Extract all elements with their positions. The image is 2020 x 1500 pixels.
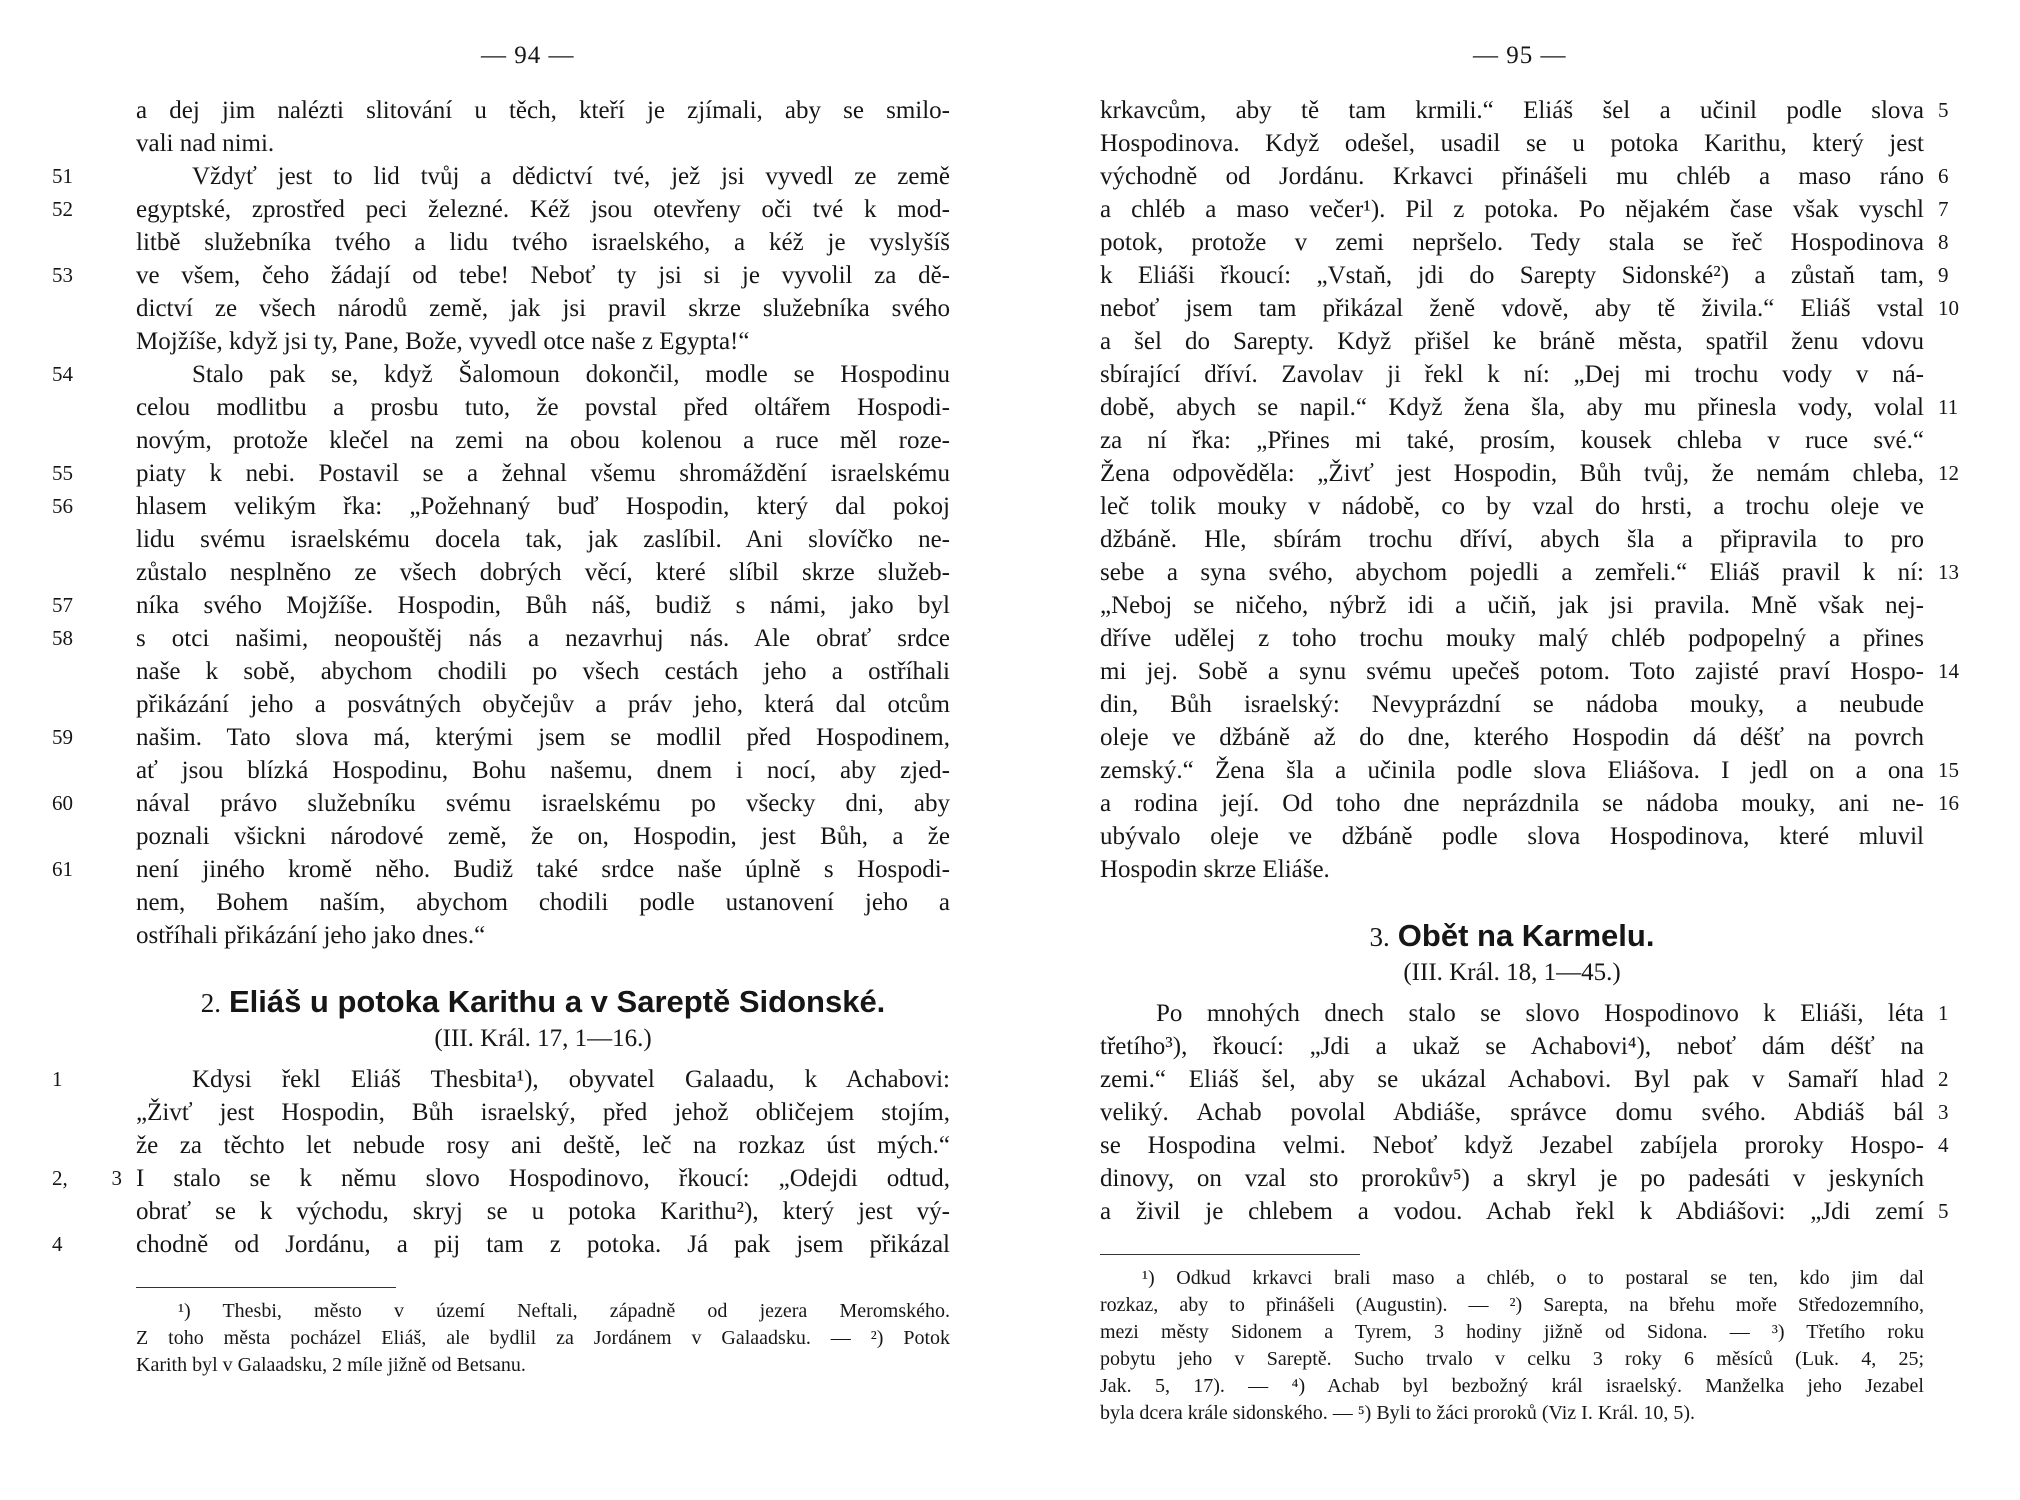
text-line xyxy=(1100,523,1924,556)
text-line xyxy=(1100,1162,1924,1195)
text-line xyxy=(1100,688,1924,721)
verse-number: 5 xyxy=(1938,1199,1949,1223)
text-line xyxy=(1100,160,1949,193)
section-number: 3. xyxy=(1369,922,1390,952)
verse-number: 11 xyxy=(1938,395,1959,419)
line-text: zůstalo nesplněno ze všech dobrých věcí, které slíbil skrze služeb- xyxy=(136,559,950,586)
verse-number: 12 xyxy=(1938,461,1959,485)
text-line xyxy=(1100,622,1924,655)
text-line xyxy=(136,919,950,952)
line-text: třetího³), řkoucí: „Jdi a ukaž se Achabovi⁴), neboť dám déšť na xyxy=(1100,1033,1924,1060)
line-text: veliký. Achab povolal Abdiáše, správce domu svého. Abdiáš bál xyxy=(1100,1099,1924,1126)
text-line xyxy=(136,226,950,259)
verse-number: 2, 3 xyxy=(52,1166,122,1190)
footnote-line: Karith byl v Galaadsku, 2 míle jižně od Betsanu. xyxy=(136,1354,526,1376)
text-block-2 xyxy=(1100,997,1949,1228)
line-text: leč tolik mouky v nádobě, co by vzal do hrsti, a trochu oleje ve xyxy=(1100,493,1924,520)
text-line xyxy=(1100,193,1949,226)
section-heading xyxy=(1100,916,1924,957)
verse-number: 58 xyxy=(52,626,73,650)
text-line xyxy=(52,457,950,490)
line-text: vali nad nimi. xyxy=(136,130,275,157)
footnotes xyxy=(1100,1265,1924,1427)
line-text: egyptské, zprostřed peci železné. Kéž jsou otevřeny oči tvé k mod- xyxy=(136,196,950,223)
scripture-reference: (III. Král. 17, 1—16.) xyxy=(434,1025,652,1052)
line-text: obrať se k východu, skryj se u potoka Karithu²), který jest vý- xyxy=(136,1198,950,1225)
line-text: a živil je chlebem a vodou. Achab řekl k Abdiášovi: „Jdi zemí xyxy=(1100,1198,1924,1225)
text-line xyxy=(136,688,950,721)
text-line xyxy=(136,820,950,853)
verse-number: 55 xyxy=(52,461,73,485)
line-text: I stalo se k němu slovo Hospodinovo, řkoucí: „Odejdi odtud, xyxy=(136,1165,950,1192)
line-text: ať jsou blízká Hospodinu, Bohu našemu, dnem i nocí, aby zjed- xyxy=(136,757,950,784)
verse-number: 6 xyxy=(1938,164,1949,188)
text-line xyxy=(136,1096,950,1129)
text-line xyxy=(1100,325,1924,358)
line-text: sbírající dříví. Zavolav ji řekl k ní: „Dej mi trochu vody v ná- xyxy=(1100,361,1924,388)
text-line xyxy=(52,193,950,226)
line-text: piaty k nebi. Postavil se a žehnal všemu shromáždění israelskému xyxy=(136,460,950,487)
verse-number: 57 xyxy=(52,593,73,617)
page-number: — 94 — xyxy=(481,42,575,69)
line-text: a rodina její. Od toho dne neprázdnila se nádoba mouky, ani ne- xyxy=(1100,790,1924,817)
verse-number: 52 xyxy=(52,197,73,221)
footnote-line: mezi městy Sidonem a Tyrem, 3 hodiny jižně od Sidona. — ³) Třetího roku xyxy=(1100,1321,1924,1343)
text-line xyxy=(136,424,950,457)
verse-number: 61 xyxy=(52,857,73,881)
line-text: níka svého Mojžíše. Hospodin, Bůh náš, budiž s námi, jako byl xyxy=(136,592,950,619)
footnote-line: Jak. 5, 17). — ⁴) Achab byl bezbožný král israelský. Manželka jeho Jezabel xyxy=(1100,1375,1924,1397)
line-text: sebe a syna svého, abychom pojedli a zemřeli.“ Eliáš pravil k ní: xyxy=(1100,559,1924,586)
footnote-line: rozkaz, aby to přinášeli (Augustin). — ²) Sarepta, na břehu moře Středozemního, xyxy=(1100,1294,1924,1316)
text-block-1 xyxy=(52,94,950,952)
verse-number: 10 xyxy=(1938,296,1959,320)
line-text: zemský.“ Žena šla a učinila podle slova Eliášova. I jedl on a ona xyxy=(1100,757,1924,784)
text-line xyxy=(1100,1195,1949,1228)
verse-number: 53 xyxy=(52,263,73,287)
line-text: litbě služebníka tvého a lidu tvého israelského, a kéž je vyslyšíš xyxy=(136,229,950,256)
line-text: celou modlitbu a prosbu tuto, že povstal před oltářem Hospodi- xyxy=(136,394,950,421)
line-text: Po mnohých dnech stalo se slovo Hospodinovo k Eliáši, léta xyxy=(1156,1000,1924,1027)
line-text: mi jej. Sobě a synu svému upečeš potom. Toto zajisté praví Hospo- xyxy=(1100,658,1924,685)
text-line xyxy=(1100,94,1949,127)
text-line xyxy=(1100,1096,1949,1129)
footnotes xyxy=(136,1298,950,1379)
text-line xyxy=(136,886,950,919)
line-text: s otci našimi, neopouštěj nás a nezavrhuj nás. Ale obrať srdce xyxy=(136,625,950,652)
line-text: ubývalo oleje ve džbáně podle slova Hospodinova, které mluvil xyxy=(1100,823,1924,850)
text-line xyxy=(136,127,950,160)
verse-number: 60 xyxy=(52,791,73,815)
line-text: za ní řka: „Přines mi také, prosím, kousek chleba v ruce své.“ xyxy=(1100,427,1924,454)
verse-number: 5 xyxy=(1938,98,1949,122)
text-block-2 xyxy=(52,1063,950,1261)
line-text: východně od Jordánu. Krkavci přinášeli mu chléb a maso ráno xyxy=(1100,163,1924,190)
verse-number: 4 xyxy=(1938,1133,1949,1157)
text-line xyxy=(1100,490,1924,523)
verse-number: 1 xyxy=(1938,1001,1949,1025)
text-line xyxy=(136,655,950,688)
line-text: Vždyť jest to lid tvůj a dědictví tvé, jež jsi vyvedl ze země xyxy=(192,163,950,190)
line-text: potok, protože v zemi nepršelo. Tedy stala se řeč Hospodinova xyxy=(1100,229,1924,256)
text-column xyxy=(1100,94,1959,1427)
text-line xyxy=(52,160,950,193)
footnote-line: byla dcera krále sidonského. — ⁵) Byli to žáci proroků (Viz I. Král. 10, 5). xyxy=(1100,1402,1696,1424)
scripture-reference: (III. Král. 18, 1—45.) xyxy=(1403,959,1621,986)
line-text: lidu svému israelskému docela tak, jak zaslíbil. Ani slovíčko ne- xyxy=(136,526,950,553)
text-line xyxy=(136,325,950,358)
text-line xyxy=(1100,1129,1949,1162)
verse-number: 8 xyxy=(1938,230,1949,254)
text-line xyxy=(52,259,950,292)
line-text: novým, protože klečel na zemi na obou kolenou a ruce měl roze- xyxy=(136,427,950,454)
verse-number: 14 xyxy=(1938,659,1959,683)
line-text: neboť jsem tam přikázal ženě vdově, aby tě živila.“ Eliáš vstal xyxy=(1100,295,1924,322)
line-text: nával právo služebníku svému israelskému po všecky dni, aby xyxy=(136,790,950,817)
page-number: — 95 — xyxy=(1473,42,1567,69)
text-line xyxy=(136,391,950,424)
text-line xyxy=(52,490,950,523)
text-line xyxy=(136,292,950,325)
text-line xyxy=(136,523,950,556)
text-line xyxy=(1100,457,1959,490)
verse-number: 51 xyxy=(52,164,73,188)
section-title: Obět na Karmelu. xyxy=(1397,918,1655,953)
line-text: chodně od Jordánu, a pij tam z potoka. Já pak jsem přikázal xyxy=(136,1231,950,1258)
section-title: Eliáš u potoka Karithu a v Sareptě Sidonské. xyxy=(228,984,886,1019)
text-line xyxy=(1100,655,1959,688)
text-line xyxy=(1100,259,1949,292)
text-line xyxy=(1100,127,1924,160)
text-line xyxy=(1100,226,1949,259)
text-line xyxy=(52,1063,950,1096)
footnote-rule xyxy=(1100,1254,1360,1255)
footnote-rule xyxy=(136,1287,396,1288)
section-number: 2. xyxy=(200,988,221,1018)
footnote-line: ¹) Thesbi, město v území Neftali, západně od jezera Meromského. xyxy=(178,1300,950,1322)
text-line xyxy=(1100,820,1924,853)
line-text: dictví ze všech národů země, jak jsi pravil skrze služebníka svého xyxy=(136,295,950,322)
text-line xyxy=(52,622,950,655)
verse-number: 9 xyxy=(1938,263,1949,287)
verse-number: 2 xyxy=(1938,1067,1949,1091)
text-line xyxy=(52,787,950,820)
text-block-1 xyxy=(1100,94,1959,886)
text-line xyxy=(1100,358,1924,391)
line-text: ostříhali přikázání jeho jako dnes.“ xyxy=(136,922,486,949)
line-text: Žena odpověděla: „Živť jest Hospodin, Bůh tvůj, že nemám chleba, xyxy=(1100,460,1924,487)
text-line xyxy=(1100,787,1959,820)
line-text: poznali všickni národové země, že on, Hospodin, jest Bůh, a že xyxy=(136,823,950,850)
line-text: že za těchto let nebude rosy ani deště, leč na rozkaz úst mých.“ xyxy=(136,1132,950,1159)
line-text: naše k sobě, abychom chodili po všech cestách jeho a ostříhali xyxy=(136,658,950,685)
line-text: zemi.“ Eliáš šel, aby se ukázal Achabovi. Byl pak v Samaří hlad xyxy=(1100,1066,1924,1093)
footnote-line: Z toho města pocházel Eliáš, ale bydlil za Jordánem v Galaadsku. — ²) Potok xyxy=(136,1327,950,1349)
text-line xyxy=(136,556,950,589)
text-line xyxy=(52,853,950,886)
text-line xyxy=(52,1228,950,1261)
text-line xyxy=(1100,424,1924,457)
verse-number: 3 xyxy=(1938,1100,1949,1124)
line-text: se Hospodina velmi. Neboť když Jezabel zabíjela proroky Hospo- xyxy=(1100,1132,1924,1159)
line-text: Mojžíše, když jsi ty, Pane, Bože, vyvedl otce naše z Egypta!“ xyxy=(136,328,750,355)
footnote-line: ¹) Odkud krkavci brali maso a chléb, o to postaral se ten, kdo jim dal xyxy=(1142,1267,1924,1289)
line-text: Hospodin skrze Eliáše. xyxy=(1100,856,1330,883)
text-line xyxy=(136,1195,950,1228)
text-line xyxy=(52,1162,950,1195)
verse-number: 16 xyxy=(1938,791,1959,815)
line-text: a šel do Sarepty. Když přišel ke bráně města, spatřil ženu vdovu xyxy=(1100,328,1924,355)
verse-number: 4 xyxy=(52,1232,63,1256)
line-text: „Neboj se ničeho, nýbrž idi a učiň, jak jsi pravila. Mně však nej- xyxy=(1100,592,1924,619)
line-text: krkavcům, aby tě tam krmili.“ Eliáš šel a učinil podle slova xyxy=(1100,97,1924,124)
verse-number: 7 xyxy=(1938,197,1949,221)
text-line xyxy=(1100,721,1924,754)
text-line xyxy=(1100,997,1949,1030)
line-text: Hospodinova. Když odešel, usadil se u potoka Karithu, který jest xyxy=(1100,130,1924,157)
text-line xyxy=(1100,1063,1949,1096)
line-text: Kdysi řekl Eliáš Thesbita¹), obyvatel Galaadu, k Achabovi: xyxy=(192,1066,950,1093)
text-line xyxy=(136,754,950,787)
text-line xyxy=(1100,589,1924,622)
text-line xyxy=(1100,292,1959,325)
right-page xyxy=(1010,0,2020,1500)
line-text: k Eliáši řkoucí: „Vstaň, jdi do Sarepty Sidonské²) a zůstaň tam, xyxy=(1100,262,1924,289)
verse-number: 54 xyxy=(52,362,73,386)
verse-number: 15 xyxy=(1938,758,1959,782)
text-line xyxy=(1100,754,1959,787)
text-line xyxy=(52,721,950,754)
line-text: době, abych se napil.“ Když žena šla, aby mu přinesla vody, volal xyxy=(1100,394,1924,421)
line-text: „Živť jest Hospodin, Bůh israelský, před jehož obličejem stojím, xyxy=(136,1099,950,1126)
footnote-line: pobytu jeho v Sareptě. Sucho trvalo v celku 3 roky 6 měsíců (Luk. 4, 25; xyxy=(1100,1348,1924,1370)
line-text: džbáně. Hle, sbírám trochu dříví, abych šla a připravila to pro xyxy=(1100,526,1924,553)
line-text: ve všem, čeho žádají od tebe! Neboť ty jsi si je vyvolil za dě- xyxy=(136,262,950,289)
line-text: dříve udělej z toho trochu mouky malý chléb podpopelný a přines xyxy=(1100,625,1924,652)
text-line xyxy=(1100,556,1959,589)
line-text: dinovy, on vzal sto prorokův⁵) a skryl je po padesáti v jeskyních xyxy=(1100,1165,1924,1192)
verse-number: 1 xyxy=(52,1067,63,1091)
line-text: Stalo pak se, když Šalomoun dokončil, modle se Hospodinu xyxy=(192,361,950,388)
line-text: není jiného kromě něho. Budiž také srdce naše úplně s Hospodi- xyxy=(136,856,950,883)
text-line xyxy=(1100,1030,1924,1063)
line-text: přikázání jeho a posvátných obyčejův a práv jeho, která dal otcům xyxy=(136,691,950,718)
verse-number: 59 xyxy=(52,725,73,749)
line-text: nem, Bohem naším, abychom chodili podle ustanovení jeho a xyxy=(136,889,950,916)
text-line xyxy=(136,1129,950,1162)
text-line xyxy=(136,94,950,127)
line-text: našim. Tato slova má, kterými jsem se modlil před Hospodinem, xyxy=(136,724,950,751)
section-heading xyxy=(136,982,950,1023)
text-line xyxy=(52,589,950,622)
line-text: a chléb a maso večer¹). Pil z potoka. Po nějakém čase však vyschl xyxy=(1100,196,1924,223)
line-text: hlasem velikým řka: „Požehnaný buď Hospodin, který dal pokoj xyxy=(136,493,950,520)
text-column xyxy=(52,94,950,1379)
line-text: din, Bůh israelský: Nevyprázdní se nádoba mouky, a neubude xyxy=(1100,691,1924,718)
verse-number: 56 xyxy=(52,494,73,518)
line-text: a dej jim nalézti slitování u těch, kteří je zjímali, aby se smilo- xyxy=(136,97,950,124)
text-line xyxy=(52,358,950,391)
verse-number: 13 xyxy=(1938,560,1959,584)
line-text: oleje ve džbáně až do dne, kterého Hospodin dá déšť na povrch xyxy=(1100,724,1924,751)
text-line xyxy=(1100,391,1959,424)
text-line xyxy=(1100,853,1924,886)
